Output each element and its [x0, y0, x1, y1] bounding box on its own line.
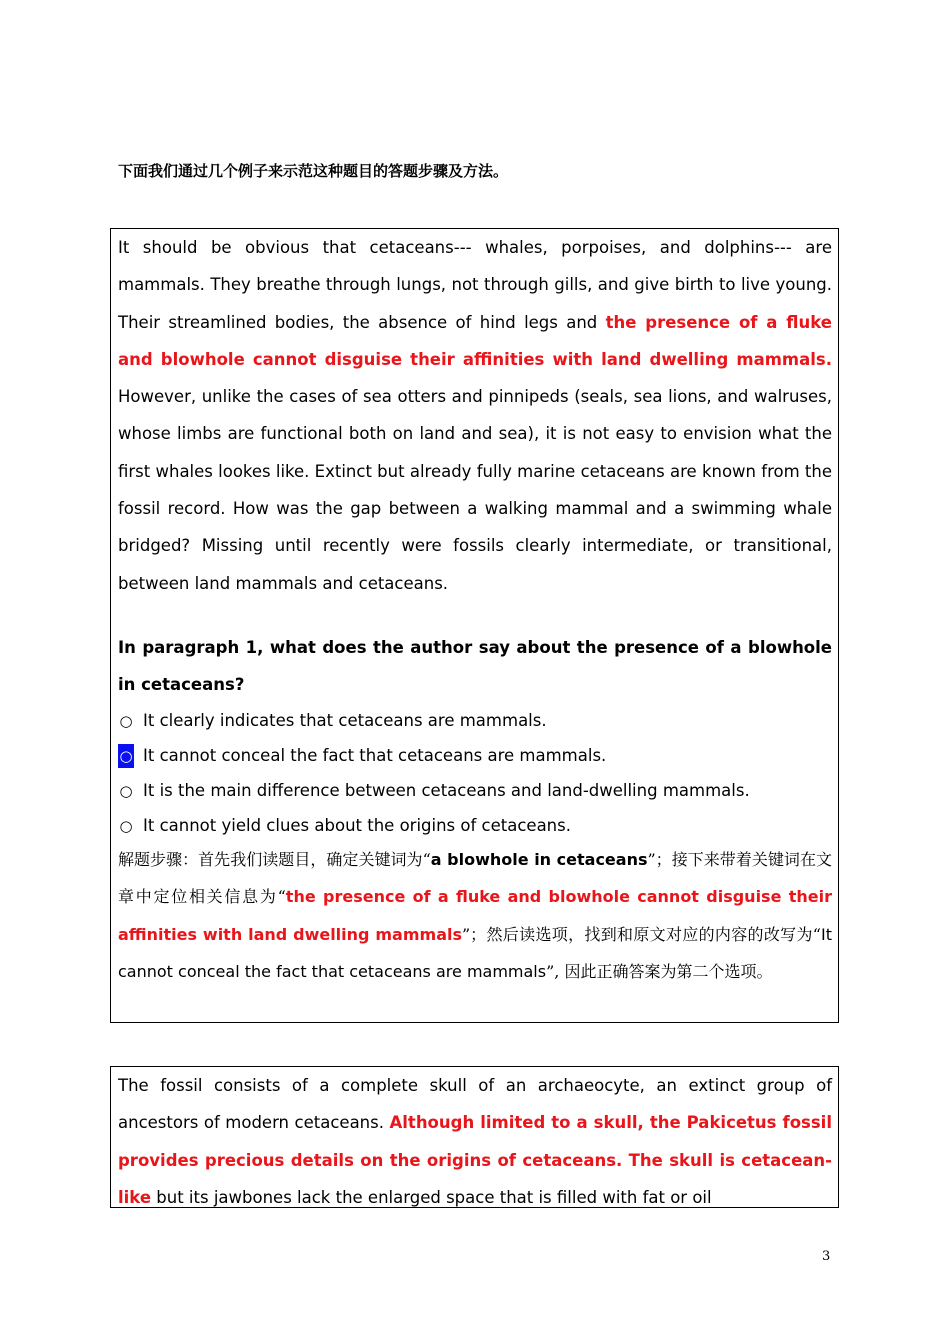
- example-box-2: [110, 1066, 839, 1208]
- radio-button[interactable]: ○: [119, 817, 133, 835]
- answer-option-1[interactable]: [118, 709, 832, 733]
- answer-option-2[interactable]: [118, 744, 832, 768]
- option-label: It cannot yield clues about the origins of cetaceans.: [143, 816, 571, 835]
- passage-text: It should be obvious that cetaceans--- whales, porpoises, and dolphins--- are mammals. They breathe through lungs, not through gills, and give birth to live young. Their streamlined bodies, the absence of hind legs and: [118, 238, 832, 332]
- solution-keyword: a blowhole in cetaceans: [430, 850, 648, 869]
- border-mark: [110, 587, 111, 601]
- option-label: It is the main difference between cetaceans and land-dwelling mammals.: [143, 781, 750, 800]
- passage-text: but its jawbones lack the enlarged space that is filled with fat or oil: [151, 1187, 712, 1207]
- page-number: 3: [822, 1249, 831, 1264]
- solution-explanation: [118, 841, 832, 990]
- passage-highlight: Although limited to a skull, the Pakicetus fossil provides precious details on the origins of cetaceans. The skull is cetacean-like: [118, 1113, 832, 1207]
- radio-button[interactable]: ○: [119, 782, 133, 800]
- solution-text: ”；接下来带着关键词在文章中定位相关信息为“: [118, 850, 832, 907]
- intro-heading: 下面我们通过几个例子来示范这种题目的答题步骤及方法。: [118, 162, 509, 180]
- example-box-1: [110, 228, 839, 1023]
- passage-paragraph-2: [118, 1067, 832, 1216]
- answer-option-3[interactable]: [118, 779, 832, 803]
- border-mark: [838, 587, 839, 601]
- solution-text: ”, 因此正确答案为第二个选项。: [546, 961, 773, 981]
- passage-text: The fossil consists of a complete skull of an archaeocyte, an extinct group of ancestors of modern cetaceans.: [118, 1076, 832, 1133]
- solution-text: 解题步骤：首先我们读题目，确定关键词为“: [118, 850, 431, 869]
- question-text: In paragraph 1, what does the author say about the presence of a blowhole in cetaceans?: [118, 638, 832, 695]
- solution-located-text: the presence of a fluke and blowhole cannot disguise their affinities with land dwelling mammals: [118, 887, 832, 944]
- passage-text: However, unlike the cases of sea otters and pinnipeds (seals, sea lions, and walruses, whose limbs are functional both on land and sea), it is not easy to envision what the first whales lookes like. Extinct but already fully marine cetaceans are known from the fossil record. How was the gap between a walking mammal and a swimming whale bridged? Missing until recently were fossils clearly intermediate, or transitional, between land mammals and cetaceans.: [118, 387, 832, 593]
- answer-option-4[interactable]: [118, 814, 832, 838]
- border-mark: [838, 623, 839, 637]
- option-label: It clearly indicates that cetaceans are mammals.: [143, 711, 547, 730]
- option-label: It cannot conceal the fact that cetaceans are mammals.: [143, 746, 607, 765]
- passage-highlight: the presence of a fluke and blowhole cannot disguise their affinities with land dwelling mammals.: [118, 312, 832, 369]
- solution-text: ”；然后读选项，找到和原文对应的内容的改写为“: [462, 924, 821, 944]
- border-mark: [110, 623, 111, 637]
- radio-button[interactable]: ○: [119, 712, 133, 730]
- radio-button-selected[interactable]: ○: [118, 744, 134, 768]
- passage-paragraph-1: [118, 229, 832, 602]
- solution-rewrite: It cannot conceal the fact that cetaceans are mammals: [118, 924, 832, 981]
